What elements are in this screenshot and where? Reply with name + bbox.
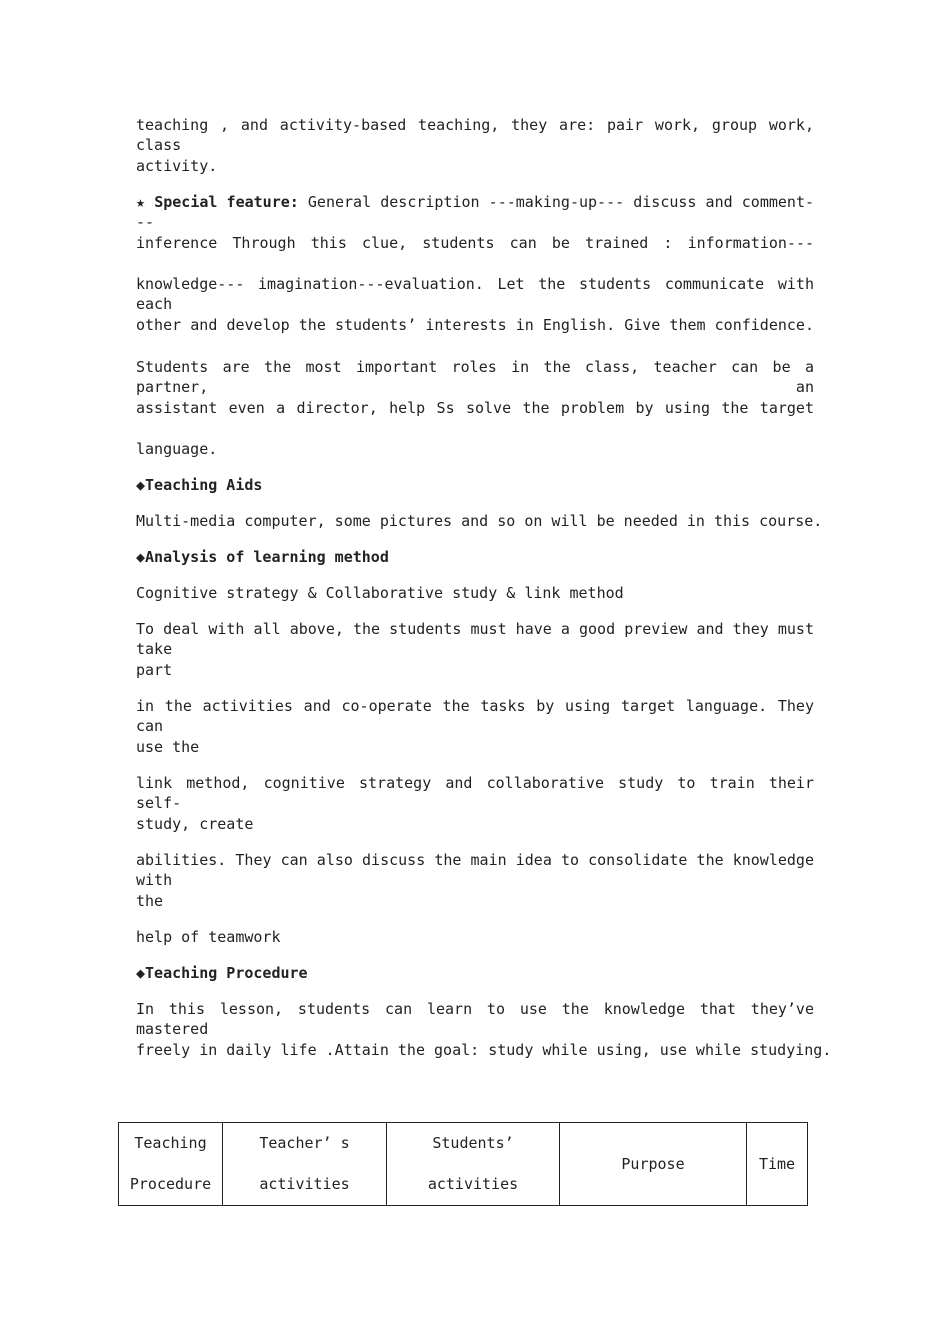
analysis-line-1: Cognitive strategy & Collaborative study & link method	[136, 584, 624, 602]
analysis-line-2: To deal with all above, the students must have a good preview and they must take	[136, 620, 814, 658]
special-feature-text: General description ---making-up--- discuss and comment---	[136, 193, 815, 231]
intro-line-1: teaching , and activity-based teaching, they are: pair work, group work, class	[136, 116, 814, 154]
procedure-line-1: In this lesson, students can learn to use the knowledge that they’ve mastered	[136, 1000, 814, 1038]
table-header-row	[119, 1123, 808, 1206]
analysis-line-6: link method, cognitive strategy and collaborative study to train their self-	[136, 774, 814, 812]
special-feature-line-7: language.	[136, 440, 218, 458]
header-cell-teacher-activities	[223, 1123, 387, 1206]
procedure-line-2: freely in daily life .Attain the goal: study while using, use while studying.	[136, 1041, 832, 1059]
header-cell-time: Time	[747, 1123, 808, 1206]
teaching-aids-text: Multi-media computer, some pictures and so on will be needed in this course.	[136, 512, 823, 530]
header-text: Students’	[432, 1134, 514, 1152]
special-feature-label: Special feature:	[154, 193, 299, 211]
teaching-aids-heading: ◆Teaching Aids	[136, 476, 263, 494]
analysis-line-3: part	[136, 661, 173, 679]
analysis-line-4: in the activities and co-operate the tasks by using target language. They can	[136, 697, 814, 735]
star-icon: ★	[136, 193, 146, 211]
special-feature-line-2: inference Through this clue, students can be trained : information---	[136, 234, 814, 252]
analysis-heading: ◆Analysis of learning method	[136, 548, 389, 566]
special-feature-line-3: knowledge--- imagination---evaluation. Let the students communicate with each	[136, 275, 814, 313]
header-text: Procedure	[129, 1175, 212, 1193]
header-cell-teaching-procedure	[119, 1123, 223, 1206]
special-feature-line-1	[136, 192, 814, 232]
header-text: Teacher’ s	[259, 1134, 350, 1152]
analysis-line-9: the	[136, 892, 164, 910]
analysis-line-8: abilities. They can also discuss the main idea to consolidate the knowledge with	[136, 851, 814, 889]
analysis-line-7: study, create	[136, 815, 254, 833]
analysis-line-10: help of teamwork	[136, 928, 281, 946]
special-feature-line-6: assistant even a director, help Ss solve the problem by using the target	[136, 399, 814, 417]
procedure-heading: ◆Teaching Procedure	[136, 964, 308, 982]
intro-line-2: activity.	[136, 157, 218, 175]
special-feature-line-5: Students are the most important roles in the class, teacher can be a partner, an	[136, 358, 814, 396]
header-text: Teaching	[134, 1134, 207, 1152]
teaching-procedure-table	[118, 1122, 808, 1206]
special-feature-line-4: other and develop the students’ interests in English. Give them confidence.	[136, 316, 814, 334]
header-text: activities	[259, 1175, 350, 1193]
analysis-line-5: use the	[136, 738, 200, 756]
header-text: activities	[427, 1175, 519, 1193]
header-cell-purpose: Purpose	[560, 1123, 747, 1206]
header-cell-students-activities	[387, 1123, 560, 1206]
